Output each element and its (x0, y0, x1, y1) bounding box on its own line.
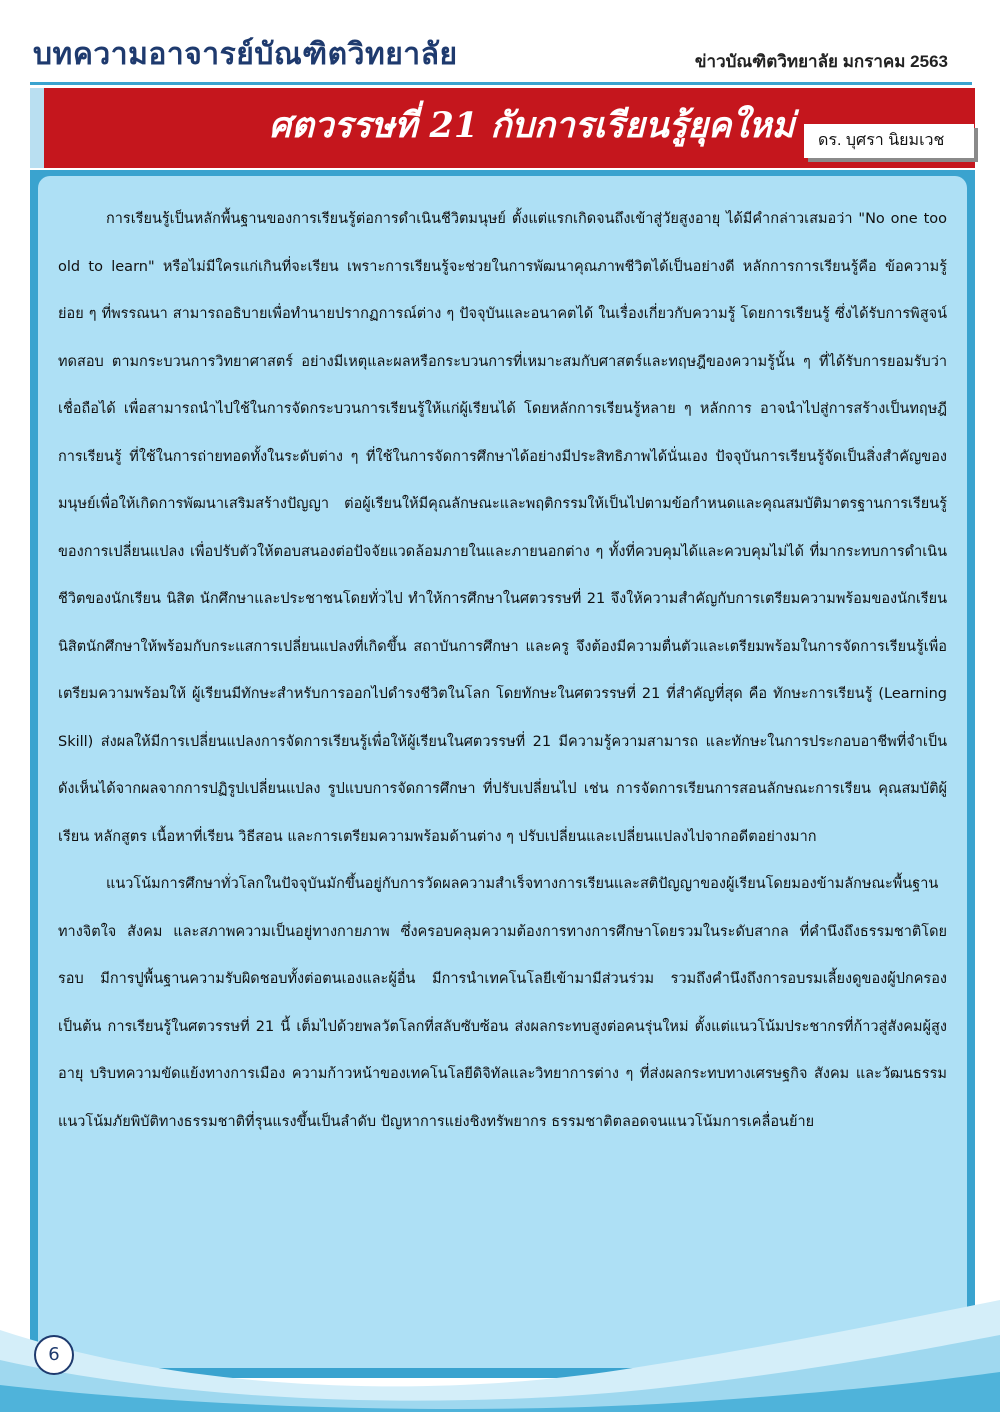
paragraph-1: การเรียนรู้เป็นหลักพื้นฐานของการเรียนรู้ต่อการดำเนินชีวิตมนุษย์ ตั้งแต่แรกเกิดจนถึงเข้าสู่วัยสูงอายุ ได้มีคำกล่าวเสมอว่า "No one too old to learn" หรือไม่มีใครแก่เกินที่จะเรียน เพราะการเรียนรู้จะช่วยในการพัฒนาคุณภาพชีวิตได้เป็นอย่างดี หลักการการเรียนรู้คือ ข้อความรู้ย่อย ๆ ที่พรรณนา สามารถอธิบายเพื่อทำนายปรากฏการณ์ต่าง ๆ ปัจจุบันและอนาคตได้ ในเรื่องเกี่ยวกับความรู้ โดยการเรียนรู้ ซึ่งได้รับการพิสูจน์ ทดสอบ ตามกระบวนการวิทยาศาสตร์ อย่างมีเหตุและผลหรือกระบวนการที่เหมาะสมกับศาสตร์และทฤษฎีของความรู้นั้น ๆ ที่ได้รับการยอมรับว่าเชื่อถือได้ เพื่อสามารถนำไปใช้ในการจัดกระบวนการเรียนรู้ให้แก่ผู้เรียนได้ โดยหลักการเรียนรู้หลาย ๆ หลักการ อาจนำไปสู่การสร้างเป็นทฤษฎีการเรียนรู้ ที่ใช้ในการถ่ายทอดทั้งในระดับต่าง ๆ ที่ใช้ในการจัดการศึกษาได้อย่างมีประสิทธิภาพได้นั่นเอง ปัจจุบันการเรียนรู้จัดเป็นสิ่งสำคัญของมนุษย์เพื่อให้เกิดการพัฒนาเสริมสร้างปัญญา ต่อผู้เรียนให้มีคุณลักษณะและพฤติกรรมให้เป็นไปตามข้อกำหนดและคุณสมบัติมาตรฐานการเรียนรู้ของการเปลี่ยนแปลง เพื่อปรับตัวให้ตอบสนองต่อปัจจัยแวดล้อมภายในและภายนอกต่าง ๆ ทั้งที่ควบคุมได้และควบคุมไม่ได้ ที่มากระทบการดำเนินชีวิตของนักเรียน นิสิต นักศึกษาและประชาชนโดยทั่วไป ทำให้การศึกษาในศตวรรษที่ 21 จึงให้ความสำคัญกับการเตรียมความพร้อมของนักเรียน นิสิตนักศึกษาให้พร้อมกับกระแสการเปลี่ยนแปลงที่เกิดขึ้น สถาบันการศึกษา และครู จึงต้องมีความตื่นตัวและเตรียมพร้อมในการจัดการเรียนรู้เพื่อเตรียมความพร้อมให้ ผู้เรียนมีทักษะสำหรับการออกไปดำรงชีวิตในโลก โดยทักษะในศตวรรษที่ 21 ที่สำคัญที่สุด คือ ทักษะการเรียนรู้ (Learning Skill) ส่งผลให้มีการเปลี่ยนแปลงการจัดการเรียนรู้เพื่อให้ผู้เรียนในศตวรรษที่ 21 มีความรู้ความสามารถ และทักษะในการประกอบอาชีพที่จำเป็น ดังเห็นได้จากผลจากการปฏิรูปเปลี่ยนแปลง รูปแบบการจัดการศึกษา ที่ปรับเปลี่ยนไป เช่น การจัดการเรียนการสอนลักษณะการเรียน คุณสมบัติผู้เรียน หลักสูตร เนื้อหาที่เรียน วิธีสอน และการเตรียมความพร้อมด้านต่าง ๆ ปรับเปลี่ยนและเปลี่ยนแปลงไปจากอดีตอย่างมาก (58, 211, 947, 845)
decorative-waves (0, 1290, 1000, 1412)
article-title: ศตวรรษที่ 21 กับการเรียนรู้ยุคใหม่ (269, 105, 795, 146)
section-title: บทความอาจารย์บัณฑิตวิทยาลัย (33, 37, 458, 72)
page-number: 6 (34, 1335, 74, 1375)
content-panel (30, 170, 975, 1378)
title-banner (30, 88, 975, 168)
issue-label: ข่าวบัณฑิตวิทยาลัย มกราคม 2563 (694, 52, 948, 71)
paragraph-2: แนวโน้มการศึกษาทั่วโลกในปัจจุบันมักขึ้นอยู่กับการวัดผลความสำเร็จทางการเรียนและสติปัญญาของผู้เรียนโดยมองข้ามลักษณะพื้นฐานทางจิตใจ สังคม และสภาพความเป็นอยู่ทางกายภาพ ซึ่งครอบคลุมความต้องการทางการศึกษาโดยรวมในระดับสากล ที่คำนึงถึงธรรมชาติโดยรอบ มีการปูพื้นฐานความรับผิดชอบทั้งต่อตนเองและผู้อื่น มีการนำเทคโนโลยีเข้ามามีส่วนร่วม รวมถึงคำนึงถึงการอบรมเลี้ยงดูของผู้ปกครอง เป็นต้น การเรียนรู้ในศตวรรษที่ 21 นี้ เต็มไปด้วยพลวัตโลกที่สลับซับซ้อน ส่งผลกระทบสูงต่อคนรุ่นใหม่ ตั้งแต่แนวโน้มประชากรที่ก้าวสู่สังคมผู้สูงอายุ บริบทความขัดแย้งทางการเมือง ความก้าวหน้าของเทคโนโลยีดิจิทัลและวิทยาการต่าง ๆ ที่ส่งผลกระทบทางเศรษฐกิจ สังคม และวัฒนธรรมแนวโน้มภัยพิบัติทางธรรมชาติที่รุนแรงขึ้นเป็นลำดับ ปัญหาการแย่งชิงทรัพยากร ธรรมชาติตลอดจนแนวโน้มการเคลื่อนย้าย (58, 876, 947, 1130)
article-body (38, 176, 967, 1368)
header-divider (30, 82, 972, 85)
author-name: ดร. บุศรา นิยมเวช (804, 124, 974, 158)
